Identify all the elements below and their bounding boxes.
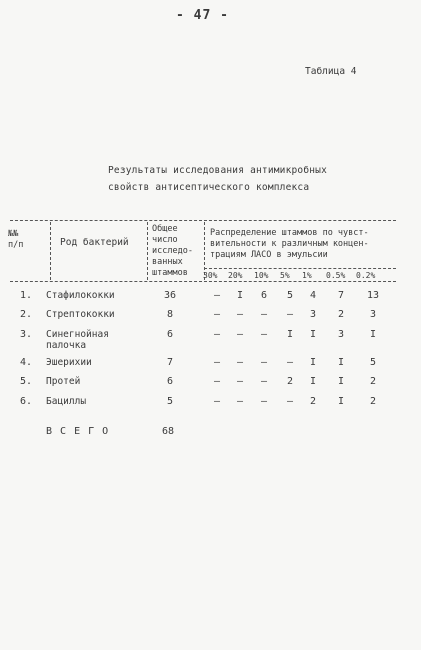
- row-value: –: [213, 329, 221, 340]
- row-genus: Протей: [46, 376, 81, 387]
- row-number: 5.: [20, 376, 33, 387]
- row-total: 7: [166, 357, 174, 368]
- header-total: Общее число исследо- ванных штаммов: [152, 224, 193, 278]
- row-value: –: [260, 309, 268, 320]
- concentration-label: 0.2%: [356, 271, 376, 280]
- row-total: 6: [166, 329, 174, 340]
- row-value: –: [236, 357, 244, 368]
- row-value: I: [309, 376, 317, 387]
- row-value: I: [337, 376, 345, 387]
- concentration-label: 10%: [254, 271, 269, 280]
- concentration-label: 30%: [203, 271, 218, 280]
- row-value: –: [286, 357, 294, 368]
- header-num: №№ п/п: [8, 229, 24, 250]
- row-total: 5: [166, 396, 174, 407]
- row-value: 2: [309, 396, 317, 407]
- row-value: 2: [337, 309, 345, 320]
- row-value: 3: [337, 329, 345, 340]
- row-value: –: [213, 309, 221, 320]
- concentration-label: 0.5%: [326, 271, 346, 280]
- row-value: I: [309, 329, 317, 340]
- row-value: 5: [369, 357, 377, 368]
- row-value: –: [236, 376, 244, 387]
- row-value: –: [236, 309, 244, 320]
- concentration-label: 20%: [228, 271, 243, 280]
- table-header-bottom-rule: [10, 281, 396, 282]
- row-value: –: [236, 396, 244, 407]
- row-value: 4: [309, 290, 317, 301]
- row-number: 2.: [20, 309, 33, 320]
- row-value: I: [369, 329, 377, 340]
- row-value: –: [213, 376, 221, 387]
- row-value: 5: [286, 290, 294, 301]
- row-number: 4.: [20, 357, 33, 368]
- row-total: 36: [163, 290, 177, 301]
- row-value: –: [286, 309, 294, 320]
- col-divider-1: [50, 222, 51, 280]
- row-number: 1.: [20, 290, 33, 301]
- row-value: 13: [366, 290, 380, 301]
- table-label: Таблица 4: [305, 66, 357, 77]
- row-value: 2: [369, 396, 377, 407]
- concentration-label: 1%: [302, 271, 312, 280]
- row-genus: Синегнойная палочка: [46, 329, 109, 351]
- row-genus: Стафилококки: [46, 290, 115, 301]
- row-value: 3: [309, 309, 317, 320]
- row-number: 6.: [20, 396, 33, 407]
- row-value: I: [236, 290, 244, 301]
- row-value: –: [213, 396, 221, 407]
- row-value: I: [286, 329, 294, 340]
- row-value: 7: [337, 290, 345, 301]
- row-value: –: [260, 329, 268, 340]
- row-value: I: [337, 357, 345, 368]
- table-subheader-rule: [204, 268, 396, 269]
- table-title-line-1: Результаты исследования антимикробных: [108, 165, 328, 176]
- row-total: 8: [166, 309, 174, 320]
- row-genus: Бациллы: [46, 396, 87, 407]
- row-value: 2: [369, 376, 377, 387]
- row-value: –: [260, 376, 268, 387]
- table-top-rule: [10, 220, 396, 221]
- row-value: –: [260, 396, 268, 407]
- total-value: 68: [162, 426, 175, 437]
- row-value: –: [260, 357, 268, 368]
- row-value: –: [213, 357, 221, 368]
- row-genus: Эшерихии: [46, 357, 92, 368]
- col-divider-2: [147, 222, 148, 280]
- row-value: –: [213, 290, 221, 301]
- row-value: 2: [286, 376, 294, 387]
- header-distribution: Распределение штаммов по чувст- вительности к различным концен- трациям ЛАСО в эмульсии: [210, 228, 369, 260]
- table-title-line-2: свойств антисептического комплекса: [108, 182, 310, 193]
- row-value: I: [309, 357, 317, 368]
- row-value: –: [236, 329, 244, 340]
- row-genus: Стрептококки: [46, 309, 115, 320]
- row-total: 6: [166, 376, 174, 387]
- concentration-label: 5%: [280, 271, 290, 280]
- total-label: В С Е Г О: [46, 426, 110, 437]
- row-value: –: [286, 396, 294, 407]
- row-number: 3.: [20, 329, 33, 340]
- row-value: 6: [260, 290, 268, 301]
- page-number: - 47 -: [176, 8, 229, 23]
- row-value: 3: [369, 309, 377, 320]
- header-genus: Род бактерий: [60, 237, 129, 248]
- row-value: I: [337, 396, 345, 407]
